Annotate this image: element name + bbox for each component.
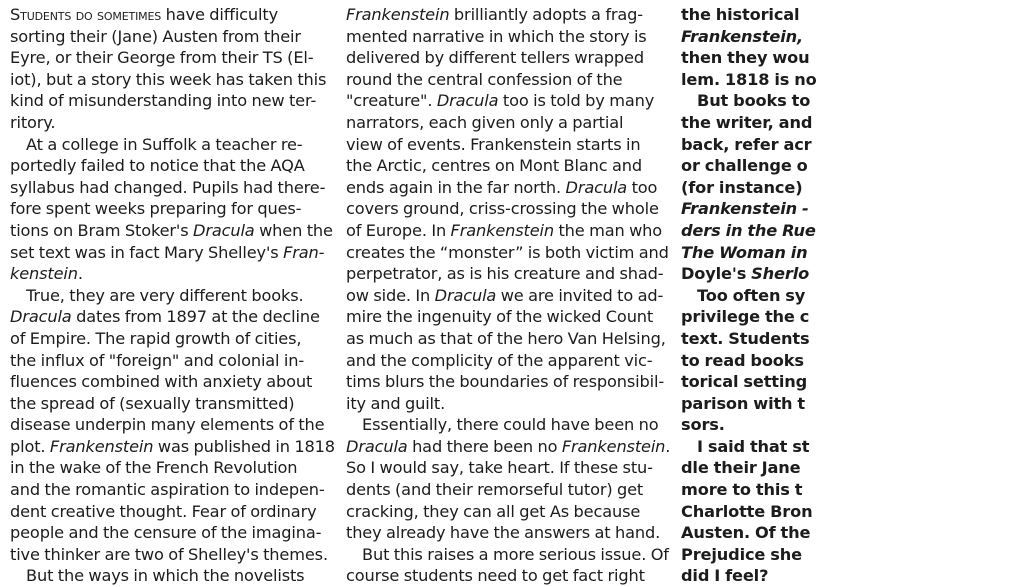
italic-title: Dracula xyxy=(193,220,255,240)
text-line xyxy=(10,155,332,177)
text-line xyxy=(346,263,670,285)
text-segment: too is told by many xyxy=(498,91,655,111)
text-line xyxy=(10,436,335,458)
text-segment: (for instance) xyxy=(681,177,803,197)
text-segment: the man who xyxy=(553,220,663,240)
text-segment: the spread of (sexually transmitted) xyxy=(10,393,295,413)
italic-title: Dracula xyxy=(346,436,408,456)
text-line xyxy=(10,350,332,372)
text-segment: have difficulty xyxy=(161,5,279,24)
text-line xyxy=(10,198,332,220)
text-line xyxy=(681,328,1011,350)
text-line xyxy=(681,501,1011,523)
text-line xyxy=(346,177,670,199)
text-segment: syllabus had changed. Pupils had there- xyxy=(10,177,326,197)
text-segment: they already have the answers at hand. xyxy=(346,523,661,543)
text-segment: Too often sy xyxy=(697,285,806,305)
text-line xyxy=(10,328,332,350)
text-segment: parison with t xyxy=(681,393,805,413)
text-line xyxy=(10,457,332,479)
text-segment: narrators, each given only a partial xyxy=(346,112,624,132)
italic-title: Dracula xyxy=(434,285,497,305)
text-line xyxy=(10,263,332,285)
text-segment: sorting their (Jane) Austen from their xyxy=(10,26,301,46)
text-line xyxy=(346,414,670,436)
text-line xyxy=(346,328,670,350)
text-segment: had there been no xyxy=(407,436,562,456)
text-segment: Doyle's xyxy=(681,264,752,284)
text-segment: cracking, they can all get As because xyxy=(346,501,641,521)
text-line xyxy=(681,47,1011,69)
text-segment: ritory. xyxy=(10,112,56,132)
italic-title: Frankenstein xyxy=(561,436,666,456)
text-segment: Austen. Of the xyxy=(681,523,811,543)
text-segment: kind of misunderstanding into new ter- xyxy=(10,91,317,111)
text-line xyxy=(346,479,670,501)
italic-title: Frankenstein xyxy=(346,5,450,24)
text-line xyxy=(10,371,332,393)
text-segment: portedly failed to notice that the AQA xyxy=(10,156,305,176)
text-segment: too xyxy=(627,177,658,197)
text-segment: did I feel? xyxy=(681,566,769,586)
text-segment: Students do sometimes xyxy=(10,5,162,24)
text-line xyxy=(346,134,670,156)
text-segment: covers ground, criss-crossing the whole xyxy=(346,199,659,219)
text-segment: to read books xyxy=(681,350,804,370)
text-segment: dates from 1897 at the decline xyxy=(71,307,320,327)
italic-title: Frankenstein xyxy=(49,436,154,456)
italic-title: Frankenstein xyxy=(450,220,554,240)
text-segment: when the xyxy=(254,220,333,240)
text-segment: So I would say, take heart. If these stu- xyxy=(346,458,653,478)
text-line xyxy=(10,242,332,264)
text-segment: lem. 1818 is no xyxy=(681,69,817,89)
text-segment: fluences combined with anxiety about xyxy=(10,372,313,392)
italic-title: The Woman in xyxy=(681,242,808,262)
text-line xyxy=(10,4,332,26)
text-segment: the influx of "foreign" and colonial in- xyxy=(10,350,305,370)
text-segment: and the complicity of the apparent vic- xyxy=(346,350,653,370)
text-segment: fore spent weeks preparing for ques- xyxy=(10,199,302,219)
text-line xyxy=(681,565,1011,587)
text-line xyxy=(681,350,1011,372)
text-segment: then they wou xyxy=(681,48,810,68)
text-segment: But books to xyxy=(697,91,811,111)
text-segment: Essentially, there could have been no xyxy=(362,415,659,435)
text-segment: the Arctic, centres on Mont Blanc and xyxy=(346,156,642,176)
text-segment: disease underpin many elements of the xyxy=(10,415,325,435)
article-column-3 xyxy=(681,4,1011,587)
text-segment: of Europe. In xyxy=(346,220,451,240)
text-line xyxy=(346,242,670,264)
text-segment: ends again in the far north. xyxy=(346,177,566,197)
text-line xyxy=(681,198,1011,220)
text-line xyxy=(681,242,1011,264)
text-line xyxy=(681,69,1011,91)
text-line xyxy=(681,26,1011,48)
text-line xyxy=(681,479,1011,501)
text-segment: view of events. Frankenstein starts in xyxy=(346,134,641,154)
text-segment: Charlotte Bron xyxy=(681,501,813,521)
text-line xyxy=(681,177,1011,199)
italic-title: Dracula xyxy=(10,307,72,327)
text-line xyxy=(346,565,670,587)
text-segment: more to this t xyxy=(681,480,803,500)
text-segment: round the central confession of the xyxy=(346,69,623,89)
text-line xyxy=(10,306,332,328)
text-segment: iot), but a story this week has taken this xyxy=(10,69,327,89)
text-segment: mented narrative in which the story is xyxy=(346,26,647,46)
text-segment: brilliantly adopts a frag- xyxy=(449,5,643,24)
text-segment: as much as that of the hero Van Helsing, xyxy=(346,328,666,348)
text-segment: dents (and their remorseful tutor) get xyxy=(346,480,644,500)
text-line xyxy=(10,112,332,134)
text-line xyxy=(346,306,670,328)
text-line xyxy=(346,220,670,242)
text-line xyxy=(10,522,332,544)
text-segment: creates the “monster” is both victim and xyxy=(346,242,669,262)
article-column-2 xyxy=(346,4,670,587)
text-line xyxy=(10,414,332,436)
italic-title: Fran- xyxy=(283,242,325,262)
italic-title: Sherlo xyxy=(751,264,810,284)
text-line xyxy=(681,285,1011,307)
text-segment: we are invited to ad- xyxy=(496,285,664,305)
text-line xyxy=(681,134,1011,156)
text-segment: set text was in fact Mary Shelley's xyxy=(10,242,284,262)
text-line xyxy=(10,501,332,523)
text-line xyxy=(346,544,670,566)
text-segment: "creature". xyxy=(346,91,437,111)
text-segment: tims blurs the boundaries of responsibil- xyxy=(346,372,665,392)
text-segment: the historical xyxy=(681,5,800,24)
article-column-1 xyxy=(10,4,335,587)
text-line xyxy=(10,177,332,199)
italic-title: kenstein xyxy=(10,264,78,284)
text-segment: dent creative thought. Fear of ordinary xyxy=(10,501,317,521)
text-segment: plot. xyxy=(10,436,50,456)
text-segment: Prejudice she xyxy=(681,544,802,564)
text-line xyxy=(346,522,670,544)
text-segment: course students need to get fact right xyxy=(346,566,645,586)
text-line xyxy=(681,155,1011,177)
text-segment: in the wake of the French Revolution xyxy=(10,458,298,478)
text-segment: At a college in Suffolk a teacher re- xyxy=(26,134,303,154)
text-segment: dle their Jane xyxy=(681,458,801,478)
text-line xyxy=(10,90,332,112)
text-line xyxy=(10,69,332,91)
text-line xyxy=(10,47,332,69)
text-line xyxy=(681,112,1011,134)
text-segment: tions on Bram Stoker's xyxy=(10,220,194,240)
text-line xyxy=(346,198,670,220)
text-line xyxy=(10,565,332,587)
text-line xyxy=(346,436,670,458)
text-line xyxy=(346,4,670,26)
text-line xyxy=(346,371,670,393)
text-segment: . xyxy=(77,264,83,284)
text-line xyxy=(346,90,670,112)
text-line xyxy=(10,479,332,501)
text-line xyxy=(681,522,1011,544)
text-segment: back, refer acr xyxy=(681,134,812,154)
text-segment: mire the ingenuity of the wicked Count xyxy=(346,307,654,327)
italic-title: Frankenstein, xyxy=(681,26,804,46)
text-segment: the writer, and xyxy=(681,112,813,132)
text-line xyxy=(346,69,670,91)
text-segment: But this raises a more serious issue. Of xyxy=(362,544,669,564)
text-line xyxy=(681,457,1011,479)
text-segment: was published in 1818 xyxy=(153,436,335,456)
text-line xyxy=(346,26,670,48)
text-line xyxy=(10,26,332,48)
text-segment: sors. xyxy=(681,415,725,435)
italic-title: Dracula xyxy=(565,177,628,197)
text-segment: privilege the c xyxy=(681,307,810,327)
text-segment: torical setting xyxy=(681,372,808,392)
text-line xyxy=(681,263,1011,285)
text-line xyxy=(346,457,670,479)
text-line xyxy=(10,393,332,415)
italic-title: Frankenstein - xyxy=(681,199,809,219)
text-line xyxy=(346,393,670,415)
text-segment: or challenge o xyxy=(681,156,808,176)
text-line xyxy=(681,220,1011,242)
text-line xyxy=(346,285,670,307)
text-line xyxy=(681,436,1011,458)
text-segment: Eyre, or their George from their TS (El- xyxy=(10,48,314,68)
text-line xyxy=(10,285,332,307)
text-segment: But the ways in which the novelists xyxy=(26,566,305,586)
text-segment: ity and guilt. xyxy=(346,393,446,413)
text-segment: delivered by different tellers wrapped xyxy=(346,48,644,68)
text-segment: ow side. In xyxy=(346,285,435,305)
text-line xyxy=(681,393,1011,415)
text-line xyxy=(681,544,1011,566)
text-line xyxy=(346,501,670,523)
text-segment: people and the censure of the imagina- xyxy=(10,523,322,543)
text-line xyxy=(346,350,670,372)
text-segment: perpetrator, as is his creature and shad- xyxy=(346,264,664,284)
text-line xyxy=(10,220,332,242)
text-line xyxy=(10,544,332,566)
text-line xyxy=(681,4,1011,26)
text-line xyxy=(346,47,670,69)
italic-title: ders in the Rue xyxy=(681,220,816,240)
text-line xyxy=(346,155,670,177)
text-segment: tive thinker are two of Shelley's themes. xyxy=(10,544,328,564)
text-segment: of Empire. The rapid growth of cities, xyxy=(10,328,302,348)
text-line xyxy=(681,414,1011,436)
text-segment: I said that st xyxy=(697,436,810,456)
italic-title: Dracula xyxy=(436,91,499,111)
text-line xyxy=(681,90,1011,112)
text-segment: text. Students xyxy=(681,328,810,348)
text-segment: and the romantic aspiration to indepen- xyxy=(10,480,325,500)
text-segment: . xyxy=(665,436,671,456)
text-line xyxy=(10,134,332,156)
text-segment: True, they are very different books. xyxy=(26,285,304,305)
text-line xyxy=(346,112,670,134)
text-line xyxy=(681,306,1011,328)
text-line xyxy=(681,371,1011,393)
